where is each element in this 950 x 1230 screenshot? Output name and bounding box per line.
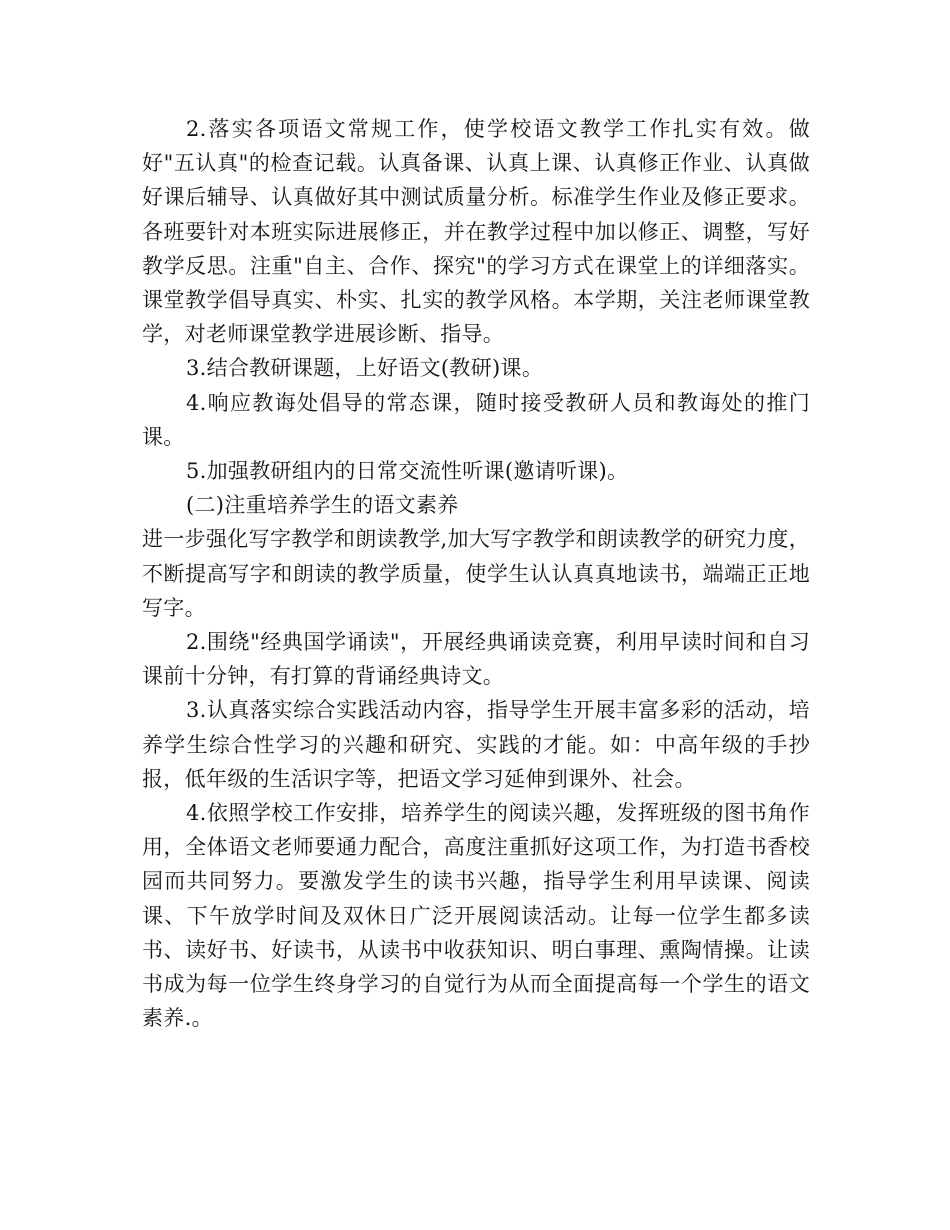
- document-body: [142, 112, 810, 1035]
- paragraph-practice-activities: 3.认真落实综合实践活动内容，指导学生开展丰富多彩的活动，培养学生综合性学习的兴趣和研究、实践的才能。如：中高年级的手抄报，低年级的生活识字等，把语文学习延伸到课外、社会。: [142, 698, 810, 791]
- paragraph-routine-work: 2.落实各项语文常规工作，使学校语文教学工作扎实有效。做好"五认真"的检查记载。认真备课、认真上课、认真修正作业、认真做好课后辅导、认真做好其中测试质量分析。标准学生作业及修正要求。各班要针对本班实际进展修正，并在教学过程中加以修正、调整，写好教学反思。注重"自主、合作、探究"的学习方式在课堂上的详细落实。课堂教学倡导真实、朴实、扎实的教学风格。本学期，关注老师课堂教学，对老师课堂教学进展诊断、指导。: [142, 117, 810, 347]
- paragraph-reading-interest: 4.依照学校工作安排，培养学生的阅读兴趣，发挥班级的图书角作用，全体语文老师要通力配合，高度注重抓好这项工作，为打造书香校园而共同努力。要激发学生的读书兴趣，指导学生利用早读课、阅读课、下午放学时间及双休日广泛开展阅读活动。让每一位学生都多读书、读好书、好读书，从读书中收获知识、明白事理、熏陶情操。让读书成为每一位学生终身学习的自觉行为从而全面提高每一个学生的语文素养.。: [142, 801, 810, 1031]
- section-heading-literacy: (二)注重培养学生的语文素养: [186, 493, 459, 518]
- paragraph-normal-lessons: 4.响应教诲处倡导的常态课，随时接受教研人员和教诲处的推门课。: [142, 390, 810, 449]
- paragraph-writing-reading: 进一步强化写字教学和朗读教学,加大写字教学和朗读教学的研究力度，不断提高写字和朗读的教学质量，使学生认认真真地读书，端端正正地写字。: [142, 527, 810, 620]
- paragraph-lesson-observation: 5.加强教研组内的日常交流性听课(邀请听课)。: [186, 459, 629, 484]
- paragraph-research-lessons: 3.结合教研课题，上好语文(教研)课。: [186, 356, 544, 381]
- paragraph-classics-recitation: 2.围绕"经典国学诵读"，开展经典诵读竞赛，利用早读时间和自习课前十分钟，有打算的背诵经典诗文。: [142, 630, 810, 689]
